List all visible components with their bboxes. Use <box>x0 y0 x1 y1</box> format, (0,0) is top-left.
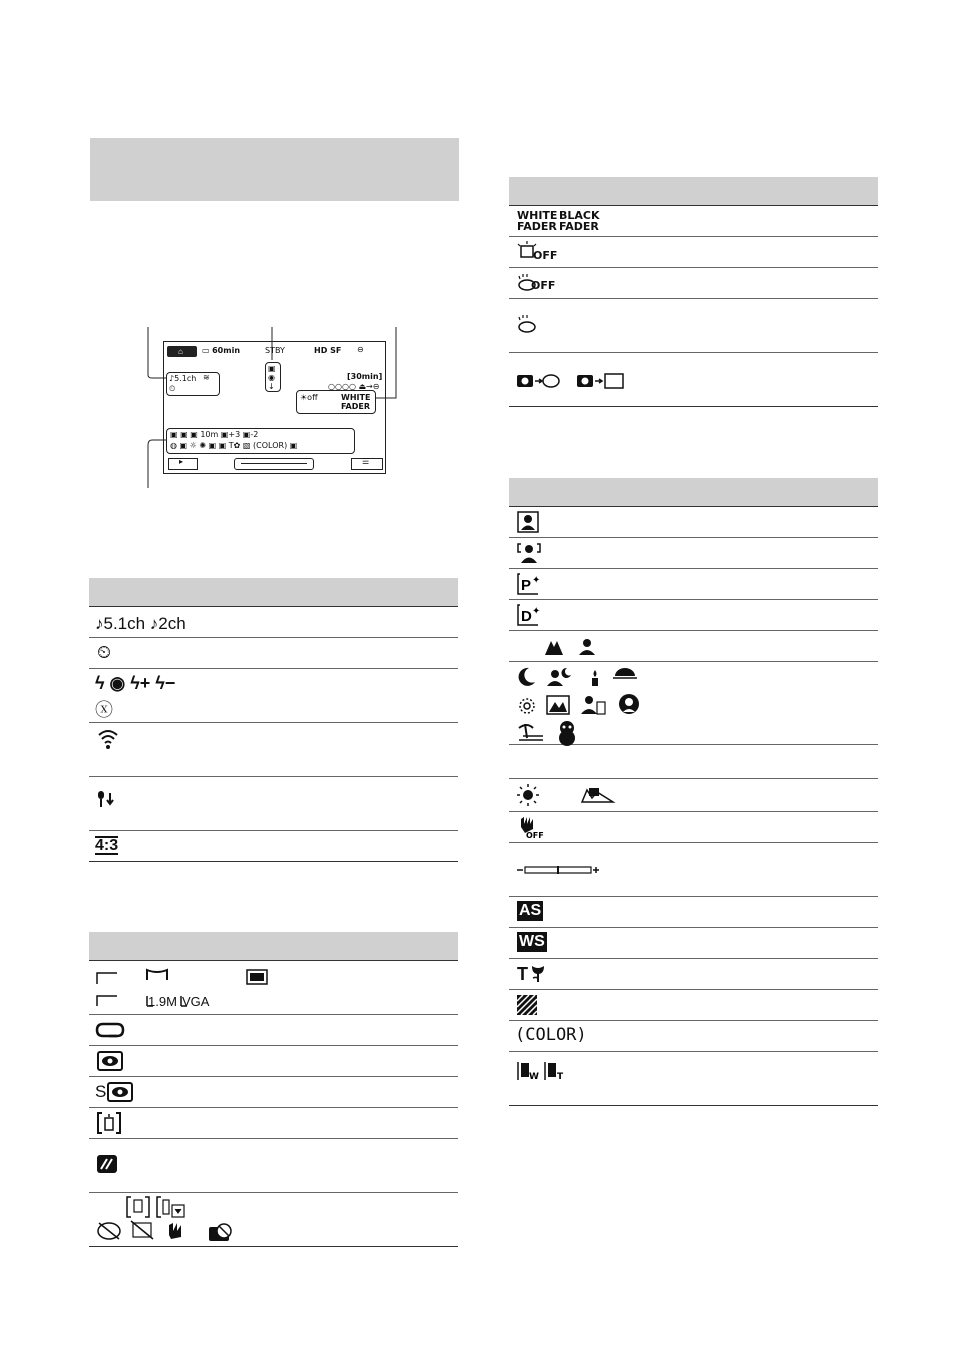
table-row <box>509 1021 878 1052</box>
table-row <box>89 1046 458 1077</box>
face-detection-icon <box>517 542 543 564</box>
table-row <box>509 928 878 959</box>
aspect-4-3-icon: 4:3 <box>95 837 119 854</box>
table-row <box>89 777 458 831</box>
callout-bottom <box>166 428 355 454</box>
mic-level-icon <box>97 791 119 811</box>
black-fader-text: BLACK <box>559 209 600 222</box>
res-vga-text: VGA <box>182 994 210 1009</box>
home-button[interactable] <box>167 346 197 357</box>
photo-enhance-icon <box>517 573 545 595</box>
table-row <box>509 600 878 631</box>
table-row <box>509 353 878 407</box>
loop-icon <box>97 1022 125 1038</box>
black-fader-text2: FADER <box>559 220 599 233</box>
spot-meter-focus-icons <box>517 1060 577 1082</box>
eye-icon: ◉ <box>268 373 275 382</box>
table-row <box>509 990 878 1021</box>
super-nightshot-s: S <box>95 1082 107 1101</box>
fader-line2: FADER <box>341 402 371 411</box>
callout-top-left <box>166 372 220 396</box>
table-row <box>509 631 878 662</box>
steadyshot-off-icon <box>517 815 543 839</box>
table-row <box>509 662 878 745</box>
table-row <box>89 1193 458 1247</box>
table-row <box>89 638 458 669</box>
photo-destination-icons <box>517 371 637 391</box>
play-button[interactable] <box>168 458 198 470</box>
callout-top-center <box>265 362 281 392</box>
lcd-off-text: OFF <box>533 249 558 262</box>
table-row <box>89 1139 458 1193</box>
table-row <box>89 1015 458 1046</box>
option-button[interactable] <box>351 458 383 470</box>
tele-macro-icon <box>530 964 546 984</box>
table-row <box>509 959 878 990</box>
white-fader-text: WHITE <box>517 209 558 222</box>
flash-icon: ▣ <box>268 364 276 373</box>
face-priority-icon <box>517 511 539 533</box>
table-row <box>89 961 458 1015</box>
svg-text:✦: ✦ <box>532 575 541 586</box>
table-row <box>89 831 458 862</box>
left-table-1 <box>89 578 458 862</box>
tele-macro-t: T <box>517 964 528 984</box>
flash-off-icon: ⓧ <box>95 700 113 720</box>
svg-text:W: W <box>529 1072 539 1082</box>
callout-right <box>296 390 376 414</box>
svg-text:D: D <box>521 608 532 625</box>
color-slow-shutter-icon <box>97 1112 121 1134</box>
disc-off-text: OFF <box>531 279 556 292</box>
landscape-portrait-icons <box>545 637 615 657</box>
zoom-bar-icon <box>517 865 599 875</box>
auto-slow-shutter-icon: AS <box>519 902 542 919</box>
wifi-icon: ≋ <box>203 373 210 382</box>
table-row <box>509 538 878 569</box>
super-nightshot-icon <box>107 1082 133 1102</box>
play-icon: ▸ <box>179 457 184 466</box>
left-table-2-header <box>89 932 458 961</box>
audio-mode-icons: ♪5.1ch ♪2ch <box>95 614 186 633</box>
left-table-2 <box>89 932 458 1247</box>
bottom-row1-text: 10m <box>200 430 219 439</box>
bottom-row1-icons: ▣ ▣ ▣ 10m ▣+3 ▣-2 <box>170 430 259 439</box>
quality-text: HD SF <box>314 346 342 355</box>
warning-icons <box>97 1195 257 1243</box>
battery-indicator: ▭ 60min <box>202 346 241 355</box>
zoom-slider[interactable] <box>234 458 314 470</box>
record-progress-icon: ○○○○ ⏏→⊖ <box>328 382 380 391</box>
scene-mode-icons <box>517 666 657 742</box>
left-table-1-header <box>89 578 458 607</box>
right-table-1 <box>509 177 878 407</box>
table-row <box>89 607 458 638</box>
table-row <box>509 812 878 843</box>
bottom-row2-icons: ◍ ▣ ☼ ✺ ▣ ▣ T✿ ▧ (COLOR) ▣ <box>170 441 298 450</box>
zebra-icon <box>517 995 537 1015</box>
table-row <box>509 268 878 299</box>
lcd-screen <box>163 341 386 474</box>
dynamic-enhance-icon <box>517 604 545 626</box>
table-row <box>509 299 878 353</box>
flash-icons: ϟ ◉ ϟ+ ϟ− <box>95 673 176 693</box>
white-fader-label <box>517 210 557 232</box>
table-row <box>509 206 878 237</box>
bottom-color-text: COLOR <box>256 441 285 450</box>
status-text: STBY <box>265 346 285 355</box>
table-row <box>89 1108 458 1139</box>
led-off-icon: ☀off <box>300 393 318 402</box>
remaining-text: [30min] <box>347 372 383 381</box>
table-row <box>509 779 878 812</box>
svg-text:✦: ✦ <box>532 606 541 617</box>
table-row <box>89 1077 458 1108</box>
svg-text:T: T <box>557 1072 564 1082</box>
zoom-track <box>241 463 307 464</box>
audio-text: ♪5.1ch <box>169 374 197 383</box>
table-row <box>509 507 878 538</box>
bottom-ws-text: -2 <box>250 430 259 439</box>
disc-access-icon <box>517 313 539 335</box>
white-balance-icons <box>517 784 627 806</box>
res-1-9m-text: 1.9M <box>148 994 177 1009</box>
right-table-2 <box>509 478 878 1106</box>
table-row <box>509 843 878 897</box>
table-row <box>89 669 458 723</box>
x-v-color-icon <box>97 1155 117 1173</box>
mic-icon: ↓ <box>268 382 275 391</box>
table-row <box>509 745 878 779</box>
white-fader-text2: FADER <box>517 220 557 233</box>
battery-text: 60min <box>212 346 241 355</box>
table-row <box>509 897 878 928</box>
bottom-as-text: +3 <box>228 430 241 439</box>
black-fader-label <box>559 210 600 232</box>
wind-screen-icon: WS <box>519 933 545 950</box>
table-row <box>509 569 878 600</box>
table-row <box>509 1052 878 1106</box>
svg-text:OFF: OFF <box>526 831 544 840</box>
color-bar-icon: (COLOR) <box>515 1025 587 1045</box>
right-table-1-header <box>509 177 878 206</box>
timer-icon: ⏲ <box>169 384 176 393</box>
right-table-2-header <box>509 478 878 507</box>
nightshot-icon <box>97 1051 123 1071</box>
table-row <box>89 723 458 777</box>
self-timer-icon: ⏲ <box>97 642 112 662</box>
disc-icon: ⊖ <box>357 345 364 354</box>
fader-line1: WHITE <box>341 393 371 402</box>
svg-text:P: P <box>521 577 532 594</box>
home-icon: ⌂ <box>178 347 183 356</box>
wireless-icon <box>97 729 119 749</box>
table-row <box>509 237 878 268</box>
option-icon: ☰ <box>362 457 370 466</box>
